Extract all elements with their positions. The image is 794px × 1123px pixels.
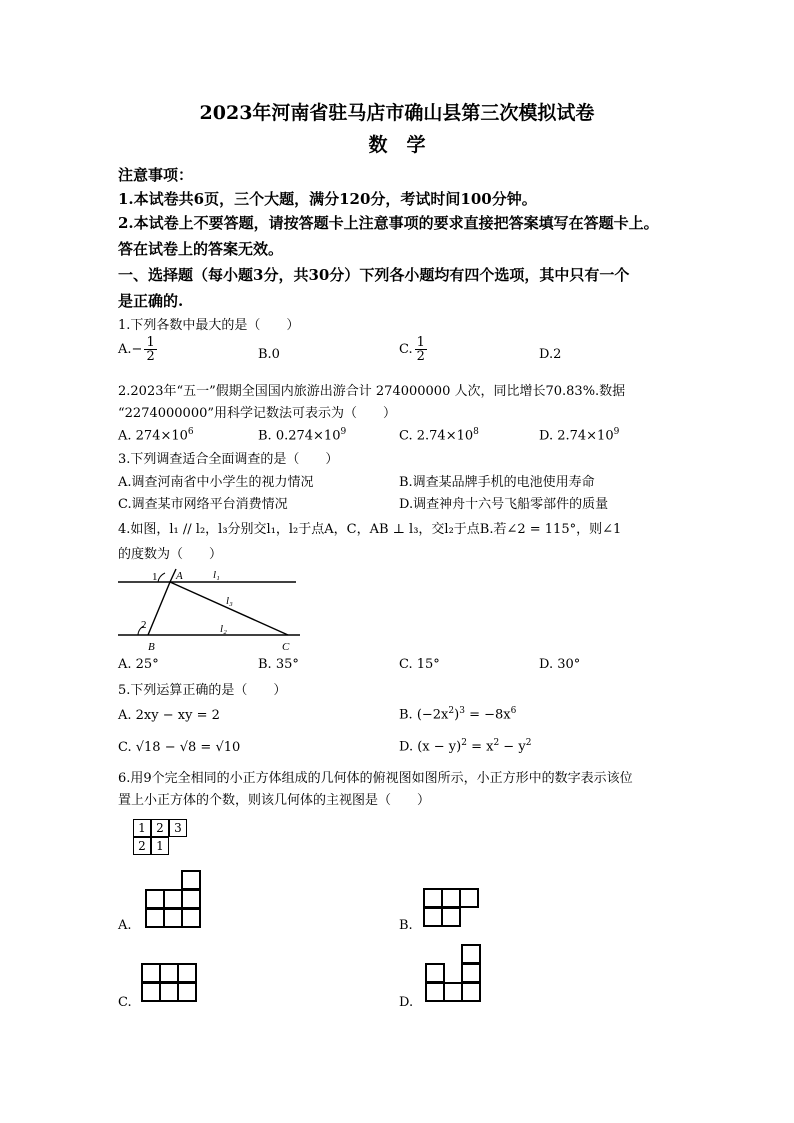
q5-d-mid: = x — [466, 739, 494, 755]
q4-option-c: C. 15° — [399, 657, 440, 672]
cube-square — [159, 963, 179, 983]
q3-option-a: A.调查河南省中小学生的视力情况 — [118, 475, 314, 490]
notes-heading: 注意事项： — [118, 166, 194, 184]
cube-square — [141, 963, 161, 983]
q5-d-post: − y — [499, 739, 526, 755]
q5-b-mid: ) — [454, 707, 460, 723]
q5-b-post: = −8x — [464, 707, 511, 723]
q5-option-d — [399, 738, 531, 754]
q6-stem-line2: 置上小正方体的个数，则该几何体的主视图是（ ） — [118, 793, 431, 808]
segment-ab — [148, 582, 170, 635]
cube-square — [441, 907, 461, 927]
section1-heading-cont: 是正确的. — [118, 292, 184, 310]
q1-option-a — [118, 336, 159, 363]
cube-square — [441, 888, 461, 908]
q5-b-exp-post: 6 — [510, 706, 517, 716]
cube-square — [181, 889, 201, 909]
q5-b-pre: B. (−2x — [399, 707, 449, 723]
label-l2: l₂ — [220, 623, 227, 635]
label-l3: l₃ — [226, 595, 233, 607]
q6-option-b-figure — [423, 888, 479, 928]
q6-option-c-label: C. — [118, 995, 132, 1010]
q5-stem: 5.下列运算正确的是（ ） — [118, 683, 287, 698]
cube-square — [423, 907, 443, 927]
cube-square — [443, 982, 463, 1002]
label-l1: l₁ — [213, 569, 220, 581]
q5-b-exp-inner: 2 — [448, 706, 455, 716]
q6-stem-line1: 6.用9个完全相同的小正方体组成的几何体的俯视图如图所示，小正方形中的数字表示该位 — [118, 771, 633, 786]
q6-option-d-figure — [425, 944, 481, 1002]
cube-square — [181, 908, 201, 928]
section1-heading: 一、选择题（每小题3分，共30分）下列各小题均有四个选项，其中只有一个 — [118, 266, 630, 284]
cube-square — [163, 908, 183, 928]
q6-top-view — [133, 819, 193, 859]
q6-option-b-label: B. — [399, 918, 413, 933]
q4-option-a: A. 25° — [118, 657, 159, 672]
q2-d-exp: 9 — [613, 427, 620, 437]
subject-title: 数 学 — [368, 134, 426, 156]
q3-option-b: B.调查某品牌手机的电池使用寿命 — [399, 475, 595, 490]
q5-option-c: C. √18 − √8 = √10 — [118, 740, 241, 755]
q3-option-d: D.调查神舟十六号飞船零部件的质量 — [399, 497, 609, 512]
q6-option-c-figure — [141, 963, 197, 1003]
q2-c-text: C. 2.74×10 — [399, 428, 474, 444]
q1-option-d: D.2 — [539, 347, 562, 362]
q1-c-num: 1 — [416, 335, 425, 350]
q6-option-d-label: D. — [399, 995, 414, 1010]
angle-1-arc — [158, 573, 165, 582]
cube-square — [461, 944, 481, 964]
cube-square — [141, 982, 161, 1002]
q1-option-b: B.0 — [258, 347, 280, 362]
q3-stem: 3.下列调查适合全面调查的是（ ） — [118, 452, 339, 467]
q5-b-exp-outer: 3 — [459, 706, 465, 716]
q2-option-d — [539, 427, 619, 443]
cube-square — [459, 888, 479, 908]
q6-option-a-label: A. — [118, 918, 132, 933]
q1-a-den: 2 — [146, 349, 155, 364]
q2-stem-line1: 2.2023年“五一”假期全国国内旅游出游合计 274000000 人次，同比增长70.83%.数据 — [118, 384, 626, 399]
q5-d-exp1: 2 — [461, 738, 467, 748]
q1-stem: 1.下列各数中最大的是（ ） — [118, 318, 300, 333]
q4-stem-line2: 的度数为（ ） — [118, 547, 223, 562]
q4-option-b: B. 35° — [258, 657, 299, 672]
cube-square — [181, 870, 201, 890]
notes-item-1: 1.本试卷共6页，三个大题，满分120分，考试时间100分钟。 — [118, 190, 537, 208]
q2-option-b — [258, 427, 346, 443]
cube-square — [145, 908, 165, 928]
label-C: C — [282, 641, 290, 653]
cube-square — [423, 888, 443, 908]
q2-option-a — [118, 427, 194, 443]
label-B: B — [148, 641, 155, 653]
q2-b-text: B. 0.274×10 — [258, 428, 341, 444]
cube-square — [145, 889, 165, 909]
q5-option-b — [399, 706, 516, 722]
top-view-cell: 1 — [151, 837, 169, 855]
cube-square — [163, 889, 183, 909]
q1-c-den: 2 — [416, 349, 425, 364]
top-view-cell: 3 — [169, 819, 187, 837]
q2-b-exp: 9 — [340, 427, 347, 437]
q5-d-pre: D. (x − y) — [399, 739, 462, 755]
q2-stem-line2: “2274000000”用科学记数法可表示为（ ） — [118, 406, 397, 421]
q4-option-d: D. 30° — [539, 657, 581, 672]
q5-d-exp2: 2 — [493, 738, 500, 748]
exam-title: 2023年河南省驻马店市确山县第三次模拟试卷 — [199, 102, 595, 124]
cube-square — [461, 982, 481, 1002]
cube-square — [425, 982, 445, 1002]
label-angle-2: 2 — [141, 619, 147, 631]
cube-square — [461, 963, 481, 983]
q1-c-label: C. — [399, 342, 413, 357]
q2-a-exp: 6 — [187, 427, 194, 437]
cube-square — [159, 982, 179, 1002]
label-angle-1: 1 — [152, 571, 158, 583]
q2-c-exp: 8 — [473, 427, 479, 437]
q5-option-a: A. 2xy − xy = 2 — [118, 708, 220, 723]
cube-square — [177, 982, 197, 1002]
top-view-cell: 1 — [133, 819, 151, 837]
notes-item-2: 2.本试卷上不要答题，请按答题卡上注意事项的要求直接把答案填写在答题卡上。 — [118, 214, 659, 232]
q1-a-label: A. — [118, 342, 132, 357]
cube-square — [425, 963, 445, 983]
q2-a-text: A. 274×10 — [118, 428, 188, 444]
q4-figure — [118, 562, 308, 654]
q5-d-exp3: 2 — [525, 738, 532, 748]
notes-item-2-cont: 答在试卷上的答案无效。 — [118, 240, 284, 258]
q1-a-sign: − — [131, 342, 143, 357]
q2-d-text: D. 2.74×10 — [539, 428, 614, 444]
q2-option-c — [399, 427, 479, 443]
q1-a-num: 1 — [146, 335, 155, 350]
line-l3 — [170, 582, 288, 635]
label-A: A — [176, 570, 183, 582]
top-view-cell: 2 — [133, 837, 151, 855]
cube-square — [177, 963, 197, 983]
q6-option-a-figure — [145, 870, 201, 928]
q3-option-c: C.调查某市网络平台消费情况 — [118, 497, 288, 512]
q1-option-c — [399, 336, 429, 363]
top-view-cell: 2 — [151, 819, 169, 837]
q4-stem-line1: 4.如图，l₁ // l₂，l₃分别交l₁，l₂于点A，C，AB ⊥ l₃，交l₂于点B.若∠2 = 115°，则∠1 — [118, 522, 622, 537]
